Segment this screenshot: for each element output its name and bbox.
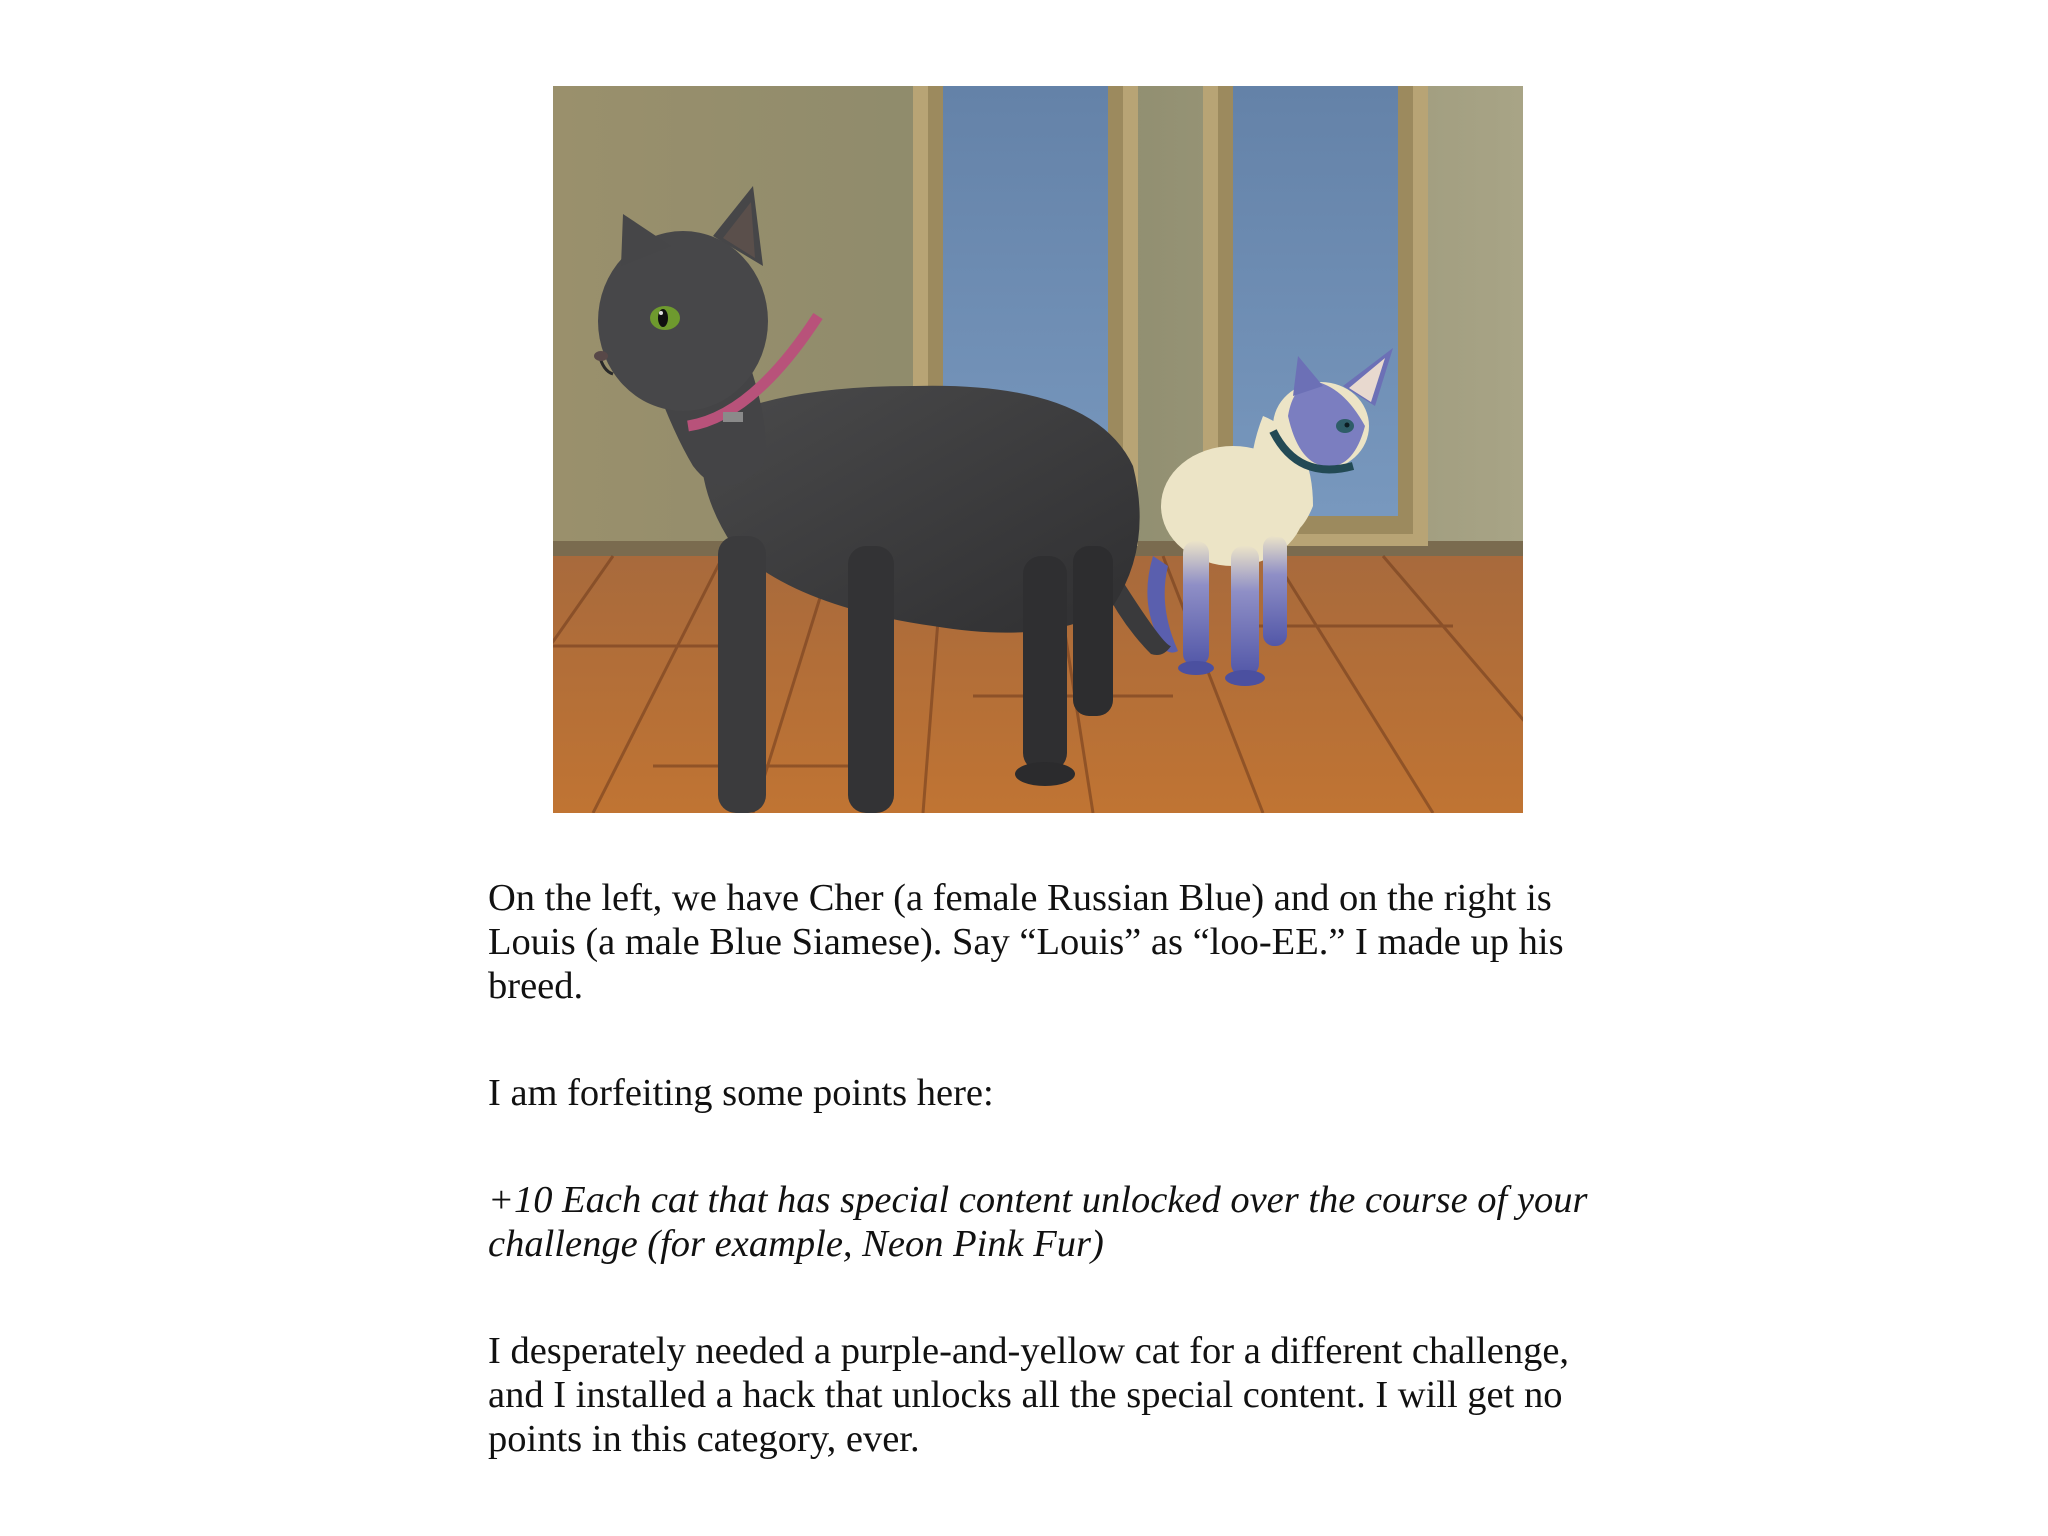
paragraph-explanation: I desperately needed a purple-and-yellow cat for a different challenge, and I installed a hack that unlocks all the special content. I will get no points in this category, ever. bbox=[488, 1330, 1570, 1460]
paragraph-intro: On the left, we have Cher (a female Russian Blue) and on the right is Louis (a male Blue Siamese). Say “Louis” as “loo-EE.” I made up his breed. bbox=[488, 877, 1564, 1007]
screenshot-image bbox=[553, 86, 1523, 813]
paragraph-forfeit: I am forfeiting some points here: bbox=[488, 1072, 994, 1114]
paragraph-rule-quote: +10 Each cat that has special content unlocked over the course of your challenge (for example, Neon Pink Fur) bbox=[488, 1179, 1588, 1265]
